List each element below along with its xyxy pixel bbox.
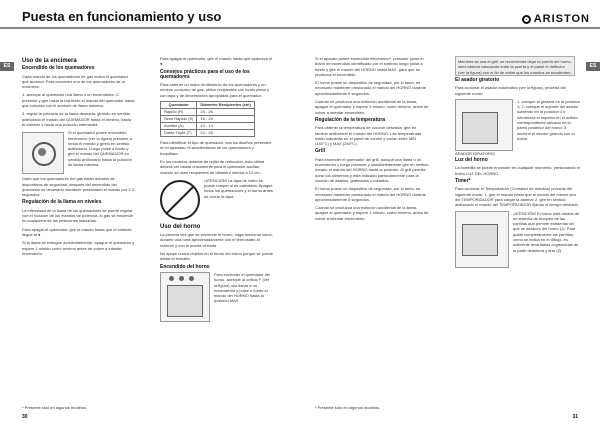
paragraph: La intensidad de la llama de los quemadores se puede regular con el rociador de los mandos de potencia. Al gas se enciende en cualquiera de las posiciones indicadas. <box>22 207 133 224</box>
paragraph: El horno posee un dispositivo de seguridad, por lo tanto, es necesario mantener presionado el mando del HORNO durante aproximadamente 6 segundos. <box>315 80 426 96</box>
subsection-heading: Consejos prácticos para el uso de los quemadores <box>160 68 250 80</box>
paragraph: Para obtener un mejor rendimiento de los quemadores y un mínimo consumo de gas, utilice recipientes con fondo plano y con tapa y de dimensiones apropiadas para el quemador. <box>160 82 270 98</box>
subsection-heading: Timer* <box>455 178 471 185</box>
section-heading: Uso de la encimera <box>22 58 77 64</box>
table-cell: 24 - 26 <box>197 109 254 116</box>
tip-box <box>455 56 575 76</box>
no-heat-warning-icon <box>160 180 200 220</box>
section-heading: Uso del horno <box>160 223 201 230</box>
table-cell: 16 - 20 <box>197 116 254 123</box>
paragraph: Para apagar el quemador, gire el mando hasta que el símbolo llegue al ● . <box>22 226 132 237</box>
paragraph: 1. acerque al quemador una llama o un encendedor; 2. presione y gire hacia la izquierda el mando del quemador hasta que coincida con el símbolo de llama máxima. <box>22 92 135 109</box>
header-divider <box>0 27 600 29</box>
paragraph: No apoye nunca objetos en el fondo del horno porque se puede dañar el esmalte. <box>160 251 273 262</box>
paragraph: 1. coloque la grasera en la posición 1; 2. coloque el soporte del asador subiendo en la posición 4 e introduzca el espetón en el orificio correspondiente ubicado en la pared posterior del horno; 3. accione el asador girando con el botón. <box>517 98 580 141</box>
paragraph: Para accionar el Temporizador (Contador de minutos) proceda del siguiente modo: 1. gire el mando hasta que el sonido del mismo sea del TEMPORIZADOR para cargar la alarma; 2. gire en sentido antihorario el mando del TEMPORIZADOR fijando el tiempo deseado. <box>455 186 579 208</box>
rotisserie-illustration-icon <box>455 99 513 151</box>
column-2 <box>160 56 273 322</box>
paragraph: Para identificar el tipo de quemador, vea los diseños presentes en el apartado «Características de los quemadores y boquillas». <box>160 140 272 156</box>
table-cell: 24 - 26 <box>197 130 254 137</box>
subsection-heading: Encendido de los quemadores <box>22 65 95 72</box>
logo <box>522 13 590 25</box>
column-3 <box>315 56 430 224</box>
column-4 <box>455 56 580 268</box>
table-row <box>161 123 255 130</box>
paragraph: ¡ATENCIÓN! La tapa de vidrio se puede romper si es calentada. Apague todos los quemadores y el horno antes de cerrar la tapa. <box>204 177 273 199</box>
paragraph: 3. regule la potencia de la llama deseada, girando en sentido antihorario el mando del QUEMADOR hasta el mínimo, hasta el máximo y hacia una posición intermedia. <box>22 111 131 127</box>
paragraph: Si el quemador posee encendido electrónico (ver la figura) presione a fondo el mando y gírelo en sentido antihorario. Luego pulse a fondo y gire el mando del QUEMADOR en sentido antihorario hasta la posición de llama máxima. <box>68 130 132 168</box>
table-header: Quemador <box>161 102 197 109</box>
paragraph: El horno posee un dispositivo de seguridad, por lo tanto, es necesario mantener presionado el mando del HORNO durante aproximadamente 6 segundos. <box>315 186 426 202</box>
paragraph: Cuando se produzca una extinción accidental de la llama, apague el quemador y espere 1 minuto, como mínimo, antes de volver a intentar encenderlo. <box>315 205 429 221</box>
pan-size-table <box>160 101 255 137</box>
paragraph: Para encender el quemador del horno, acerque al orificio F (ver la figura) una llama o un encendedor y pulse a fondo el mando del HORNO hasta la posición MAX. <box>214 271 271 304</box>
subsection-heading: Encendido del horno <box>160 263 210 270</box>
figure-caption: ASADOR GIRATORIO <box>455 150 496 156</box>
paragraph: Mientras se usa el grill, se recomienda dejar la puerta del horno semi abierta colocando entre la puerta y el panel el deflector (ver la figura) con el fin de evitar que los mandos se recalienten. <box>458 59 572 75</box>
paragraph: Cuando se produzca una extinción accidental de la llama, apague el quemador y espere 1 minuto, como mínimo, antes de volver a intentar encenderlo. <box>315 99 429 115</box>
ariston-logo-icon <box>522 15 531 24</box>
brand-name: ARISTON <box>533 13 590 25</box>
page-title: Puesta en funcionamiento y uso <box>22 9 222 24</box>
subsection-heading: El asador giratorio <box>455 77 500 83</box>
table-header: Diámetro Recipientes (cm) <box>197 102 254 109</box>
table-cell: Semi Rápido (S) <box>161 116 197 123</box>
subsection-heading: Regulación de la llama en niveles <box>22 199 102 206</box>
footnote: * Presente sólo en algunos modelos. <box>22 405 88 410</box>
table-cell: Rápido (R) <box>161 109 197 116</box>
oven-rack-illustration-icon <box>455 211 509 268</box>
table-row <box>161 116 255 123</box>
table-row <box>161 130 255 137</box>
oven-illustration-icon <box>160 272 210 322</box>
footnote: * Presente sólo en algunos modelos. <box>315 405 381 410</box>
burner-illustration-icon <box>22 132 64 174</box>
subsection-heading: Regulación de la temperatura <box>315 116 386 123</box>
table-cell: Auxiliar (A) <box>161 123 197 130</box>
page-number-right: 31 <box>572 414 578 420</box>
paragraph: Para apagar el quemador, gire el mando hasta que aparezca el ●. <box>160 56 273 67</box>
paragraph: Dado que los quemadores del gas están dotados de dispositivos de seguridad, después del encendido del quemador es necesario mantener presionado el mando por 2-3 segundos. <box>22 176 135 198</box>
paragraph: En los modelos dotados de rejilla de reducción, esta última deberá ser usada únicamente para el quemador auxiliar, cuando se usen recipientes de diámetro inferior a 12 cm. <box>160 158 265 175</box>
subsection-heading: Luz del horno <box>455 157 488 164</box>
paragraph: La primera vez que se enciende el horno, haga funcionar vacío, durante una hora aproximadamente con el termostato al máximo y con la puerta cerrada. <box>160 232 273 248</box>
table-row <box>161 109 255 116</box>
paragraph: Para accionar el asador automático (ver la figura), proceda del siguiente modo: <box>455 85 566 96</box>
paragraph: Para encender el quemador del grill, aunque una llama o un encendedor y luego presione y simultáneamente gire en sentido horario el mando del HORNO hasta la posición. Al grill permite dorar los alimentos y está indicado particularmente para la cocción de asados, gratinados y tostados. <box>315 156 429 183</box>
paragraph: Para obtener la temperatura de cocción deseada, gire en sentido antihorario el mando del HORNO. Las temperaturas están indicadas en el panel de control y varían entre MIN (140°C) y MAX (240°C). <box>315 125 422 147</box>
subsection-heading: Grill <box>315 148 326 155</box>
paragraph: Si la llama se extingue accidentalmente, apague el quemador y espere 1 minuto como mínimo antes de volver a intentar encenderlo. <box>22 240 135 256</box>
paragraph: Cada mando de los quemadores de gas indica el quemador que acciona. Para encender uno de los quemadores de la encimera: <box>22 73 129 90</box>
paragraph: Si el aparato posee encendido electrónico*, presione pulse el botón de encendido identificado por el símbolo luego pulse a fondo y gire el mando del HORNO hasta MAX, para que se produzca el encendido. <box>315 56 424 77</box>
paragraph: La bombilla se puede encender en cualquier momento, presionando el botón LUZ DEL HORNO. <box>455 165 580 176</box>
paragraph: ¡ATENCIÓN! El horno está dotado de un sistema de bloqueo de las parrillas que permite extraerlas sin que se deslicen del horno (1). Para quitar completamente las parrillas, como se indica en el dibujo, es suficiente levantarlas cogiéndolas de la parte delantera y tirar (2). <box>513 210 580 253</box>
table-cell: Doble Triple (T) <box>161 130 197 137</box>
page-number-left: 30 <box>22 414 28 420</box>
lang-tab-left: ES <box>0 62 14 71</box>
column-1 <box>22 56 135 259</box>
table-cell: 10 - 14 <box>197 123 254 130</box>
lang-tab-right: ES <box>586 62 600 71</box>
